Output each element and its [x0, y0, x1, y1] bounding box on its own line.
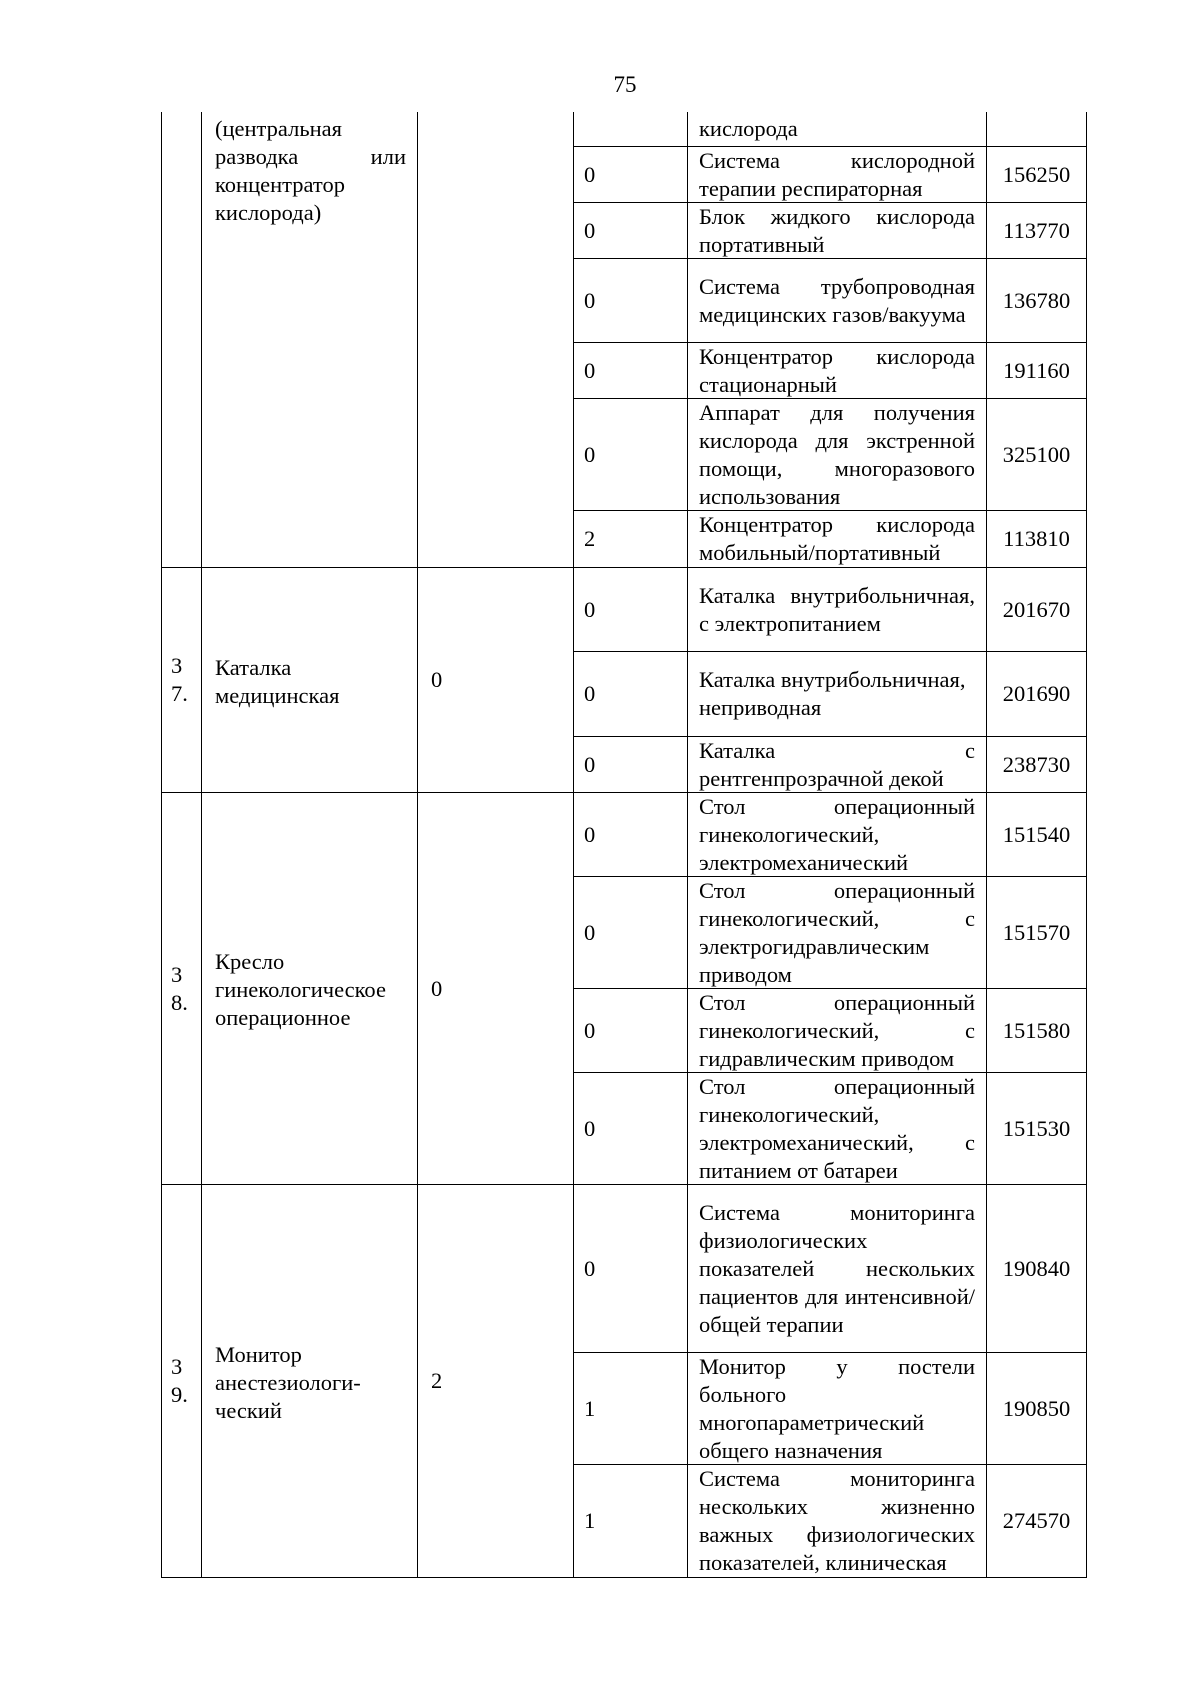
row-desc: Монитор у постели больного многопараметрический общего назначения — [687, 1353, 986, 1465]
row-sub: 0 — [573, 147, 687, 203]
group-qty: 0 — [417, 568, 573, 793]
row-desc: Каталка с рентгенпрозрачной декой — [687, 737, 986, 793]
row-sub: 1 — [573, 1353, 687, 1465]
row-sub: 0 — [573, 1073, 687, 1185]
row-sub: 0 — [573, 1185, 687, 1353]
row-desc: кислорода — [687, 112, 986, 147]
row-desc: Стол операционный гинекологический, с гидравлическим приводом — [687, 989, 986, 1073]
row-code: 151530 — [986, 1073, 1087, 1185]
row-code: 113810 — [986, 511, 1087, 568]
row-code: 190840 — [986, 1185, 1087, 1353]
group-name: Кресло гинекологическое операционное — [201, 793, 417, 1185]
row-code — [986, 112, 1087, 147]
row-sub: 2 — [573, 511, 687, 568]
row-desc: Стол операционный гинекологический, электромеханический, с питанием от батареи — [687, 1073, 986, 1185]
group-index: 3 9. — [161, 1185, 201, 1578]
row-desc: Каталка внутрибольничная, с электропитанием — [687, 568, 986, 652]
row-code: 201670 — [986, 568, 1087, 652]
row-code: 113770 — [986, 203, 1087, 259]
row-sub: 0 — [573, 652, 687, 737]
group-index: 3 8. — [161, 793, 201, 1185]
row-sub: 0 — [573, 793, 687, 877]
row-code: 151570 — [986, 877, 1087, 989]
row-desc: Концентратор кислорода мобильный/портативный — [687, 511, 986, 568]
row-code: 191160 — [986, 343, 1087, 399]
row-code: 151540 — [986, 793, 1087, 877]
row-sub: 0 — [573, 877, 687, 989]
row-desc: Аппарат для получения кислорода для экстренной помощи, многоразового использования — [687, 399, 986, 511]
row-code: 325100 — [986, 399, 1087, 511]
row-sub: 0 — [573, 737, 687, 793]
page-number: 75 — [613, 72, 637, 97]
group-name: Каталка медицинская — [201, 568, 417, 793]
group-qty: 0 — [417, 793, 573, 1185]
row-code: 136780 — [986, 259, 1087, 343]
row-desc: Стол операционный гинекологический, с электрогидравлическим приводом — [687, 877, 986, 989]
row-desc: Каталка внутрибольничная, неприводная — [687, 652, 986, 737]
row-code: 201690 — [986, 652, 1087, 737]
row-code: 190850 — [986, 1353, 1087, 1465]
row-desc: Концентратор кислорода стационарный — [687, 343, 986, 399]
row-desc: Стол операционный гинекологический, электромеханический — [687, 793, 986, 877]
group-name: Монитор анестезиологи- ческий — [201, 1185, 417, 1578]
group-index: 3 7. — [161, 568, 201, 793]
row-sub: 0 — [573, 399, 687, 511]
row-desc: Система трубопроводная медицинских газов/вакуума — [687, 259, 986, 343]
row-sub: 1 — [573, 1465, 687, 1578]
group-qty: 2 — [417, 1185, 573, 1578]
row-sub: 0 — [573, 989, 687, 1073]
row-desc: Система мониторинга нескольких жизненно важных физиологических показателей, клиническая — [687, 1465, 986, 1578]
group-name: (центральная разводка или концентратор кислорода) — [201, 112, 417, 568]
row-code: 274570 — [986, 1465, 1087, 1578]
row-sub: 0 — [573, 568, 687, 652]
row-code: 238730 — [986, 737, 1087, 793]
row-sub: 0 — [573, 343, 687, 399]
row-desc: Система мониторинга физиологических показателей нескольких пациентов для интенсивной/общей терапии — [687, 1185, 986, 1353]
row-sub — [573, 112, 687, 147]
row-code: 151580 — [986, 989, 1087, 1073]
group-index — [161, 112, 201, 568]
row-code: 156250 — [986, 147, 1087, 203]
row-sub: 0 — [573, 259, 687, 343]
row-sub: 0 — [573, 203, 687, 259]
row-desc: Система кислородной терапии респираторная — [687, 147, 986, 203]
group-qty — [417, 112, 573, 568]
row-desc: Блок жидкого кислорода портативный — [687, 203, 986, 259]
